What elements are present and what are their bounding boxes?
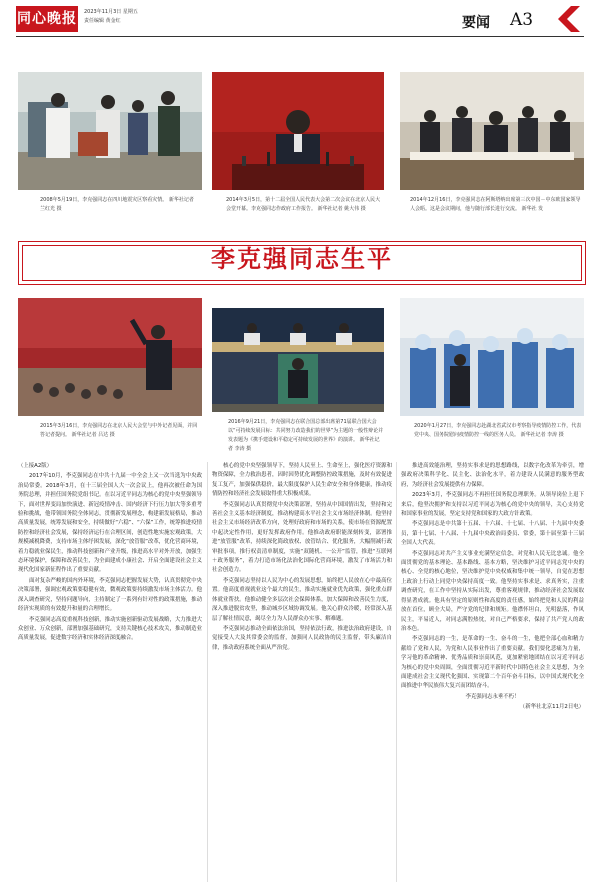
article-paragraph: 面对复杂严峻的国内外环境，李克强同志把握发展大势，认真贯彻党中央决策部署，强调宏观政策要稳健有效，微观政策要持续激发市场主体活力。他深入调查研究，坚持问题导向，主持制定了一系列有针对性的政策措施，推动经济实现质的有效提升和量的合理增长。	[18, 577, 202, 613]
photo-wuhan	[400, 298, 584, 416]
photo-caption-1: 2008年5月19日，李克强同志在四川地震灾区察看灾情。 新华社记者 兰红光 摄	[40, 197, 194, 212]
photo-astana	[400, 72, 584, 190]
article-paragraph: 李克强同志是中共第十五届、十六届、十七届、十八届、十九届中央委员，第十七届、十八届、十九届中央政治局委员、常委，第十届至第十三届全国人大代表。	[401, 521, 584, 547]
article-column-1	[18, 462, 202, 882]
section-label: 要闻	[462, 15, 490, 31]
article-paragraph: （新华社北京11月2日电）	[519, 704, 584, 711]
masthead-rule	[16, 36, 584, 37]
headline: 李克强同志生平	[211, 244, 393, 273]
article-paragraph: （上接A2版）	[18, 463, 53, 469]
photo-un-assembly	[212, 308, 384, 412]
masthead	[0, 0, 600, 62]
issue-date: 2023年11月3日 星期五	[84, 9, 138, 15]
photo-npc-report	[212, 72, 384, 190]
article-paragraph: 推进高效能治理，坚持实事求是的思想路线，以数字化改革为牵引，增强政府决策科学化、民主化、法治化水平，着力建设人民满意的服务型政府，为经济社会发展提供有力保障。	[401, 463, 584, 488]
column-divider	[396, 462, 397, 882]
article-paragraph: 李克强同志高度重视科技创新，推动实施创新驱动发展战略，大力推进大众创业、万众创新，部署加强基础研究，支持关键核心技术攻关，推动制造业高质量发展，促进数字经济和实体经济深度融合。	[18, 616, 202, 642]
article-paragraph: 李克强同志的一生，是革命的一生、奋斗的一生，他把全部心血和精力献给了党和人民，为党和人民事业作出了重要贡献。我们要化悲痛为力量，学习他的革命精神、优秀品质和崇高风范，更加紧密地团结在以习近平同志为核心的党中央周围，全面贯彻习近平新时代中国特色社会主义思想，为全面建成社会主义现代化强国、实现第二个百年奋斗目标，以中国式现代化全面推进中华民族伟大复兴而团结奋斗。	[401, 636, 584, 690]
photo-caption-6: 2020年1月27日，李克强同志赴湖北省武汉市考察指导疫情防控工作，代表党中央、国务院慰问疫情防控一线的医务人员。 新华社记者 李涛 摄	[414, 423, 582, 438]
photo-caption-2: 2014年3月5日，第十二届全国人民代表大会第二次会议在北京人民大会堂开幕。李克强同志作政府工作报告。 新华社记者 姚大伟 摄	[226, 197, 381, 212]
article-paragraph: 李克强同志永垂不朽！	[465, 693, 520, 700]
column-divider	[207, 462, 208, 882]
page-number: A3	[510, 10, 534, 30]
article-column-2	[212, 462, 392, 882]
article-paragraph: 李克强同志认真贯彻党中央决策部署，坚持从中国国情出发，坚持和完善社会主义基本经济制度，推动构建高水平社会主义市场经济体制。他坚持社会主义市场经济改革方向，处理好政府和市场的关系，使市场在资源配置中起决定性作用，更好发挥政府作用。他推动政府职能深刻转变，部署推进“放管服”改革，持续深化简政放权、放管结合、优化服务，大幅削减行政审批事项，推行权责清单制度，实施“双随机、一公开”监管，推进“互联网＋政务服务”，着力打造市场化法治化国际化营商环境，激发了市场活力和社会创造力。	[212, 501, 392, 574]
photo-caption-4: 2015年3月16日，李克强同志在北京人民大会堂与中外记者见面，并回答记者提问。 新华社记者 吕达 摄	[40, 423, 198, 438]
newspaper-logo: 同心晚报	[16, 6, 78, 32]
article-paragraph: 2017年10月，李克强同志在中共十九届一中全会上又一次当选为中央政治局常委。2018年3月，在十三届全国人大一次会议上，他再次被任命为国务院总理，并担任国务院党组书记。在以习近平同志为核心的党中央坚强领导下，面对世界变局加快演进、新冠疫情冲击、国内经济下行压力加大等多重考验和挑战，他带领国务院全体同志，贯彻新发展理念，构建新发展格局，推动高质量发展，统筹发展和安全，持续做好“六稳”、“六保”工作，统筹推进疫情防控和经济社会发展，保持经济运行在合理区间，创造性地实施宏观政策，大规模减税降费，支持市场主体纾困发展，深化“放管服”改革，优化营商环境，着力稳就业保民生，推动科技创新和产业升级，推进高水平对外开放，加强生态环境保护，保障和改善民生，为全面建成小康社会、开启全面建设社会主义现代化国家新征程作出了重要贡献。	[18, 473, 202, 574]
photo-press-conference	[18, 298, 202, 416]
headline-box	[18, 241, 586, 285]
photo-caption-5: 2016年9月21日，李克强同志在联合国总部出席第71届联合国大会以“可持续发展目标：共同努力改造我们的世界”为主题的一般性辩论并发表题为《携手建设和平稳定可持续发展的世界》的演讲。 新华社记者 李涛 摄	[228, 419, 384, 452]
issue-editors: 责任编辑 黄金红	[84, 18, 121, 24]
article-column-3	[401, 462, 584, 882]
article-paragraph: 2023年3月，李克强同志不再担任国务院总理职务。从领导岗位上退下来后，他坚决拥护和支持以习近平同志为核心的党中央的领导，关心支持党和国家事业的发展，坚定支持党和国家的大政方针政策。	[401, 492, 584, 518]
article-paragraph: 李克强同志推动全面依法治国，坚持依法行政，推进法治政府建设，自觉接受人大及其常委会的监督，加强同人民政协的民主监督，带头廉洁自律，推动政府系统全面从严治党。	[212, 625, 392, 651]
photo-caption-3: 2014年12月16日，李克强同志在阿斯塔纳出席第三次中国－中东欧国家领导人会晤。这是会议期间，他与随行部长进行交流。 新华社 发	[410, 197, 581, 212]
article-paragraph: 核心的党中央坚强领导下，坚持人民至上、生命至上，强化医疗资源和物资保障，全力救治患者，因时因势优化调整防控政策措施，及时有效促进复工复产，加强保供稳价，最大限度保护人民生命安全和身体健康，推动疫情防控和经济社会发展取得重大积极成果。	[212, 463, 392, 498]
issue-info	[84, 8, 138, 26]
chevron-left-icon	[558, 6, 580, 32]
article-paragraph: 李克强同志对共产主义事业充满坚定信念，对党和人民无比忠诚。他全面贯彻党的基本理论、基本路线、基本方略，坚决维护习近平同志党中央的核心、全党的核心地位，坚决维护党中央权威和集中统一领导，自觉在思想上政治上行动上同党中央保持高度一致。他坚持实事求是、求真务实，注重调查研究，在工作中坚持从实际出发，尊重客观规律，推动经济社会发展取得显著成就。他具有坚定的原则性和高度的责任感，始终把党和人民的利益放在首位，顾全大局，严守党的纪律和规矩。他襟怀坦白，光明磊落，作风民主，平易近人，对同志满腔热忱，对自己严格要求，保持了共产党人的政治本色。	[401, 550, 584, 632]
article-paragraph: 李克强同志坚持以人民为中心的发展思想，始终把人民放在心中最高位置。他高度重视就业这个最大的民生，推动实施就业优先政策，强化重点群体就业帮扶。他推动健全多层次社会保障体系，加大保障和改善民生力度，深入推进脱贫攻坚，推动城乡区域协调发展。他关心群众冷暖，经常深入基层了解社情民意，竭尽全力为人民群众办实事、解难题。	[212, 577, 392, 622]
photo-earthquake	[18, 72, 202, 190]
